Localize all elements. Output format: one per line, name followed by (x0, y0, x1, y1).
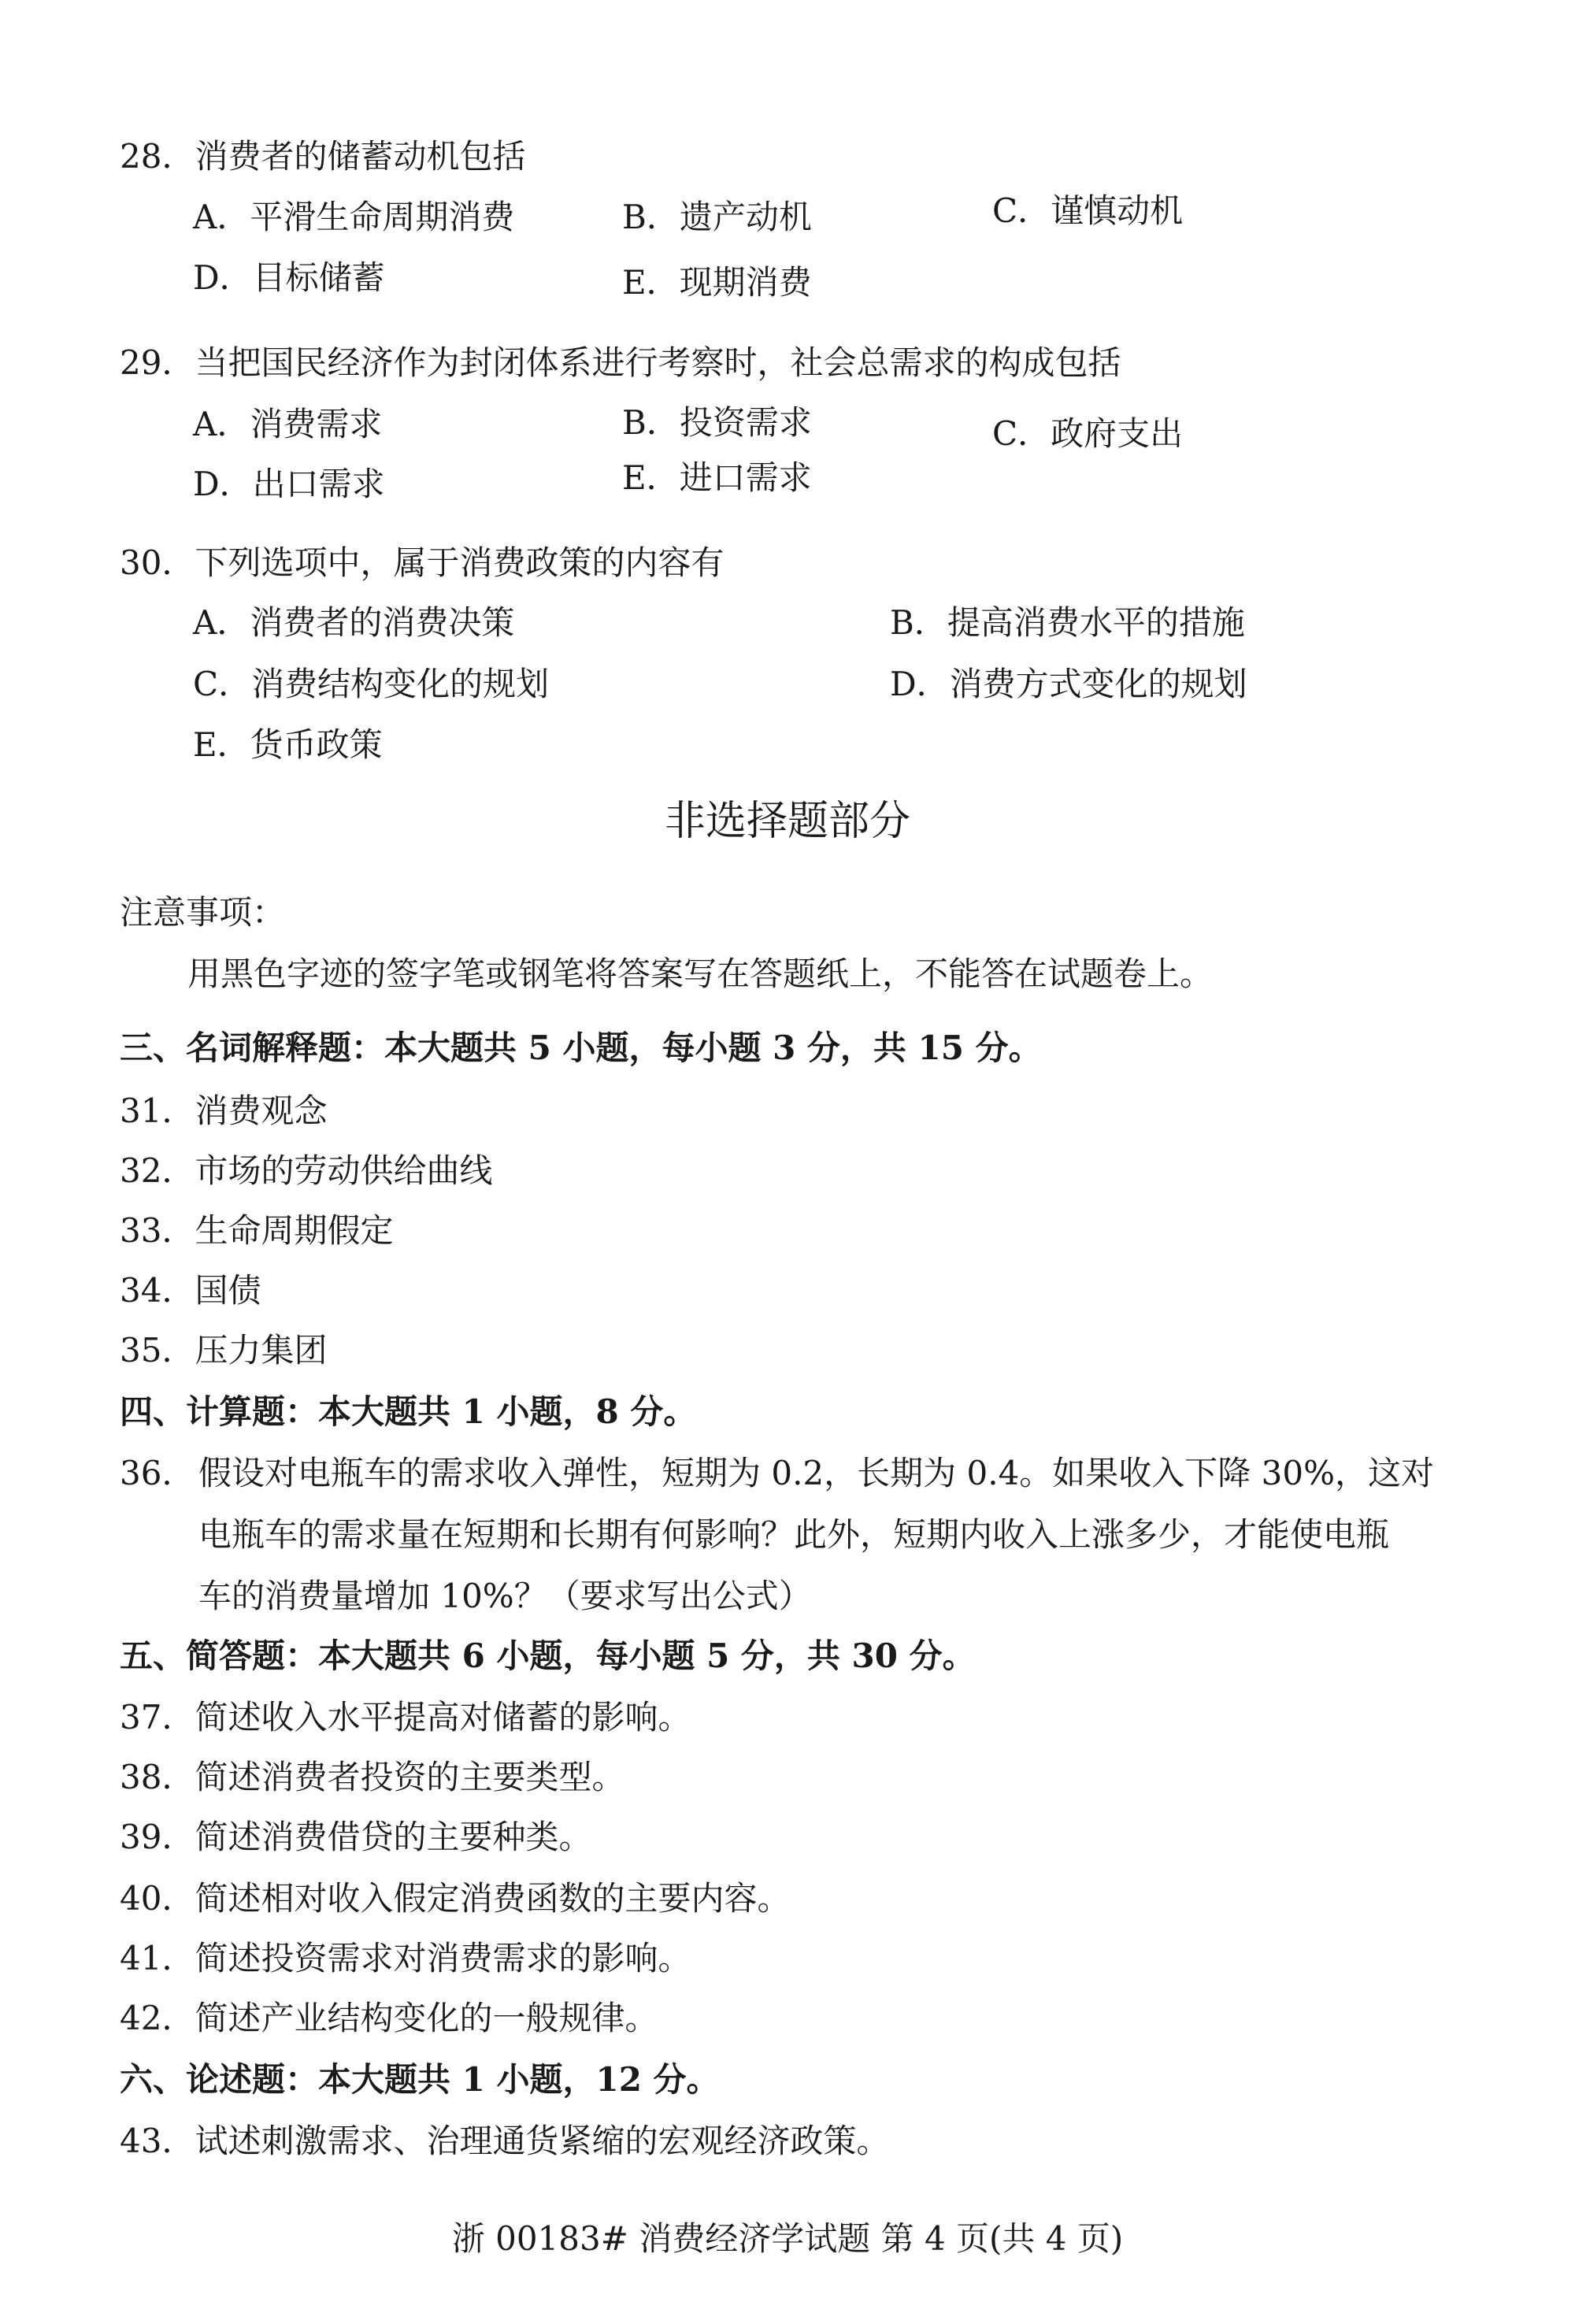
question-text: 消费观念 (195, 1092, 328, 1130)
question-text: 试述刺激需求、治理通货紧缩的宏观经济政策。 (195, 2122, 890, 2160)
question-40 (120, 1879, 791, 1918)
question-text: 消费者的储蓄动机包括 (195, 137, 526, 176)
question-33 (120, 1211, 394, 1250)
question-28 (120, 137, 526, 176)
q30-option-a: A．消费者的消费决策 (193, 603, 515, 642)
question-36-number: 36． (120, 1454, 195, 1492)
q29-option-c: C．政府支出 (992, 414, 1184, 453)
question-number: 41． (120, 1939, 195, 1977)
question-text: 市场的劳动供给曲线 (195, 1151, 493, 1190)
question-number: 38． (120, 1758, 195, 1796)
section-title: 非选择题部分 (664, 798, 910, 845)
question-text: 简述消费者投资的主要类型。 (195, 1758, 625, 1796)
question-36-line-3: 车的消费量增加 10%？（要求写出公式） (198, 1577, 812, 1615)
q30-option-d: D．消费方式变化的规划 (890, 665, 1247, 703)
part5-heading: 五、简答题：本大题共 6 小题，每小题 5 分，共 30 分。 (120, 1636, 976, 1675)
question-number: 40． (120, 1879, 195, 1918)
question-30 (120, 543, 724, 582)
q30-option-c: C．消费结构变化的规划 (193, 665, 550, 703)
question-number: 43． (120, 2122, 195, 2160)
part4-heading: 四、计算题：本大题共 1 小题，8 分。 (120, 1392, 697, 1431)
question-43 (120, 2122, 890, 2160)
question-number: 28． (120, 137, 195, 176)
question-39 (120, 1818, 592, 1856)
question-number: 32． (120, 1151, 195, 1190)
question-37 (120, 1698, 691, 1737)
q28-option-a: A．平滑生命周期消费 (193, 198, 515, 236)
question-text: 简述投资需求对消费需求的影响。 (195, 1939, 691, 1977)
question-text: 生命周期假定 (195, 1211, 394, 1250)
q28-option-c: C．谨慎动机 (992, 191, 1184, 230)
question-number: 39． (120, 1818, 195, 1856)
question-42 (120, 1999, 658, 2037)
part3-heading: 三、名词解释题：本大题共 5 小题，每小题 3 分，共 15 分。 (120, 1029, 1042, 1067)
question-number: 37． (120, 1698, 195, 1737)
question-text: 当把国民经济作为封闭体系进行考察时，社会总需求的构成包括 (195, 343, 1121, 382)
question-text: 简述产业结构变化的一般规律。 (195, 1999, 658, 2037)
q28-option-e: E．现期消费 (622, 263, 812, 302)
part6-heading: 六、论述题：本大题共 1 小题，12 分。 (120, 2060, 720, 2099)
question-text: 简述相对收入假定消费函数的主要内容。 (195, 1879, 791, 1918)
page-footer: 浙 00183# 消费经济学试题 第 4 页(共 4 页) (451, 2219, 1124, 2258)
question-number: 29． (120, 343, 195, 382)
question-text: 国债 (195, 1271, 261, 1310)
question-36-line-1: 假设对电瓶车的需求收入弹性，短期为 0.2，长期为 0.4。如果收入下降 30%，这对 (198, 1454, 1434, 1492)
question-text: 简述收入水平提高对储蓄的影响。 (195, 1698, 691, 1737)
question-36-line-2: 电瓶车的需求量在短期和长期有何影响？此外，短期内收入上涨多少，才能使电瓶 (198, 1515, 1390, 1554)
question-number: 42． (120, 1999, 195, 2037)
question-number: 33． (120, 1211, 195, 1250)
question-34 (120, 1271, 261, 1310)
q28-option-b: B．遗产动机 (622, 198, 812, 236)
notice-text: 用黑色字迹的签字笔或钢笔将答案写在答题纸上，不能答在试题卷上。 (187, 954, 1214, 993)
question-41 (120, 1939, 691, 1977)
question-32 (120, 1151, 493, 1190)
question-35 (120, 1331, 328, 1370)
question-text: 压力集团 (195, 1331, 328, 1370)
question-number: 31． (120, 1092, 195, 1130)
q29-option-d: D．出口需求 (193, 465, 385, 503)
q29-option-e: E．进口需求 (622, 458, 812, 497)
q30-option-e: E．货币政策 (193, 725, 383, 764)
question-38 (120, 1758, 625, 1796)
q28-option-d: D．目标储蓄 (193, 258, 385, 297)
question-29 (120, 343, 1121, 382)
question-31 (120, 1092, 328, 1130)
question-number: 34． (120, 1271, 195, 1310)
q29-option-a: A．消费需求 (193, 405, 383, 443)
question-text: 简述消费借贷的主要种类。 (195, 1818, 592, 1856)
notice-label: 注意事项： (120, 893, 286, 932)
question-text: 下列选项中，属于消费政策的内容有 (195, 543, 724, 582)
question-number: 35． (120, 1331, 195, 1370)
question-number: 30． (120, 543, 195, 582)
q30-option-b: B．提高消费水平的措施 (890, 603, 1245, 642)
q29-option-b: B．投资需求 (622, 403, 812, 442)
